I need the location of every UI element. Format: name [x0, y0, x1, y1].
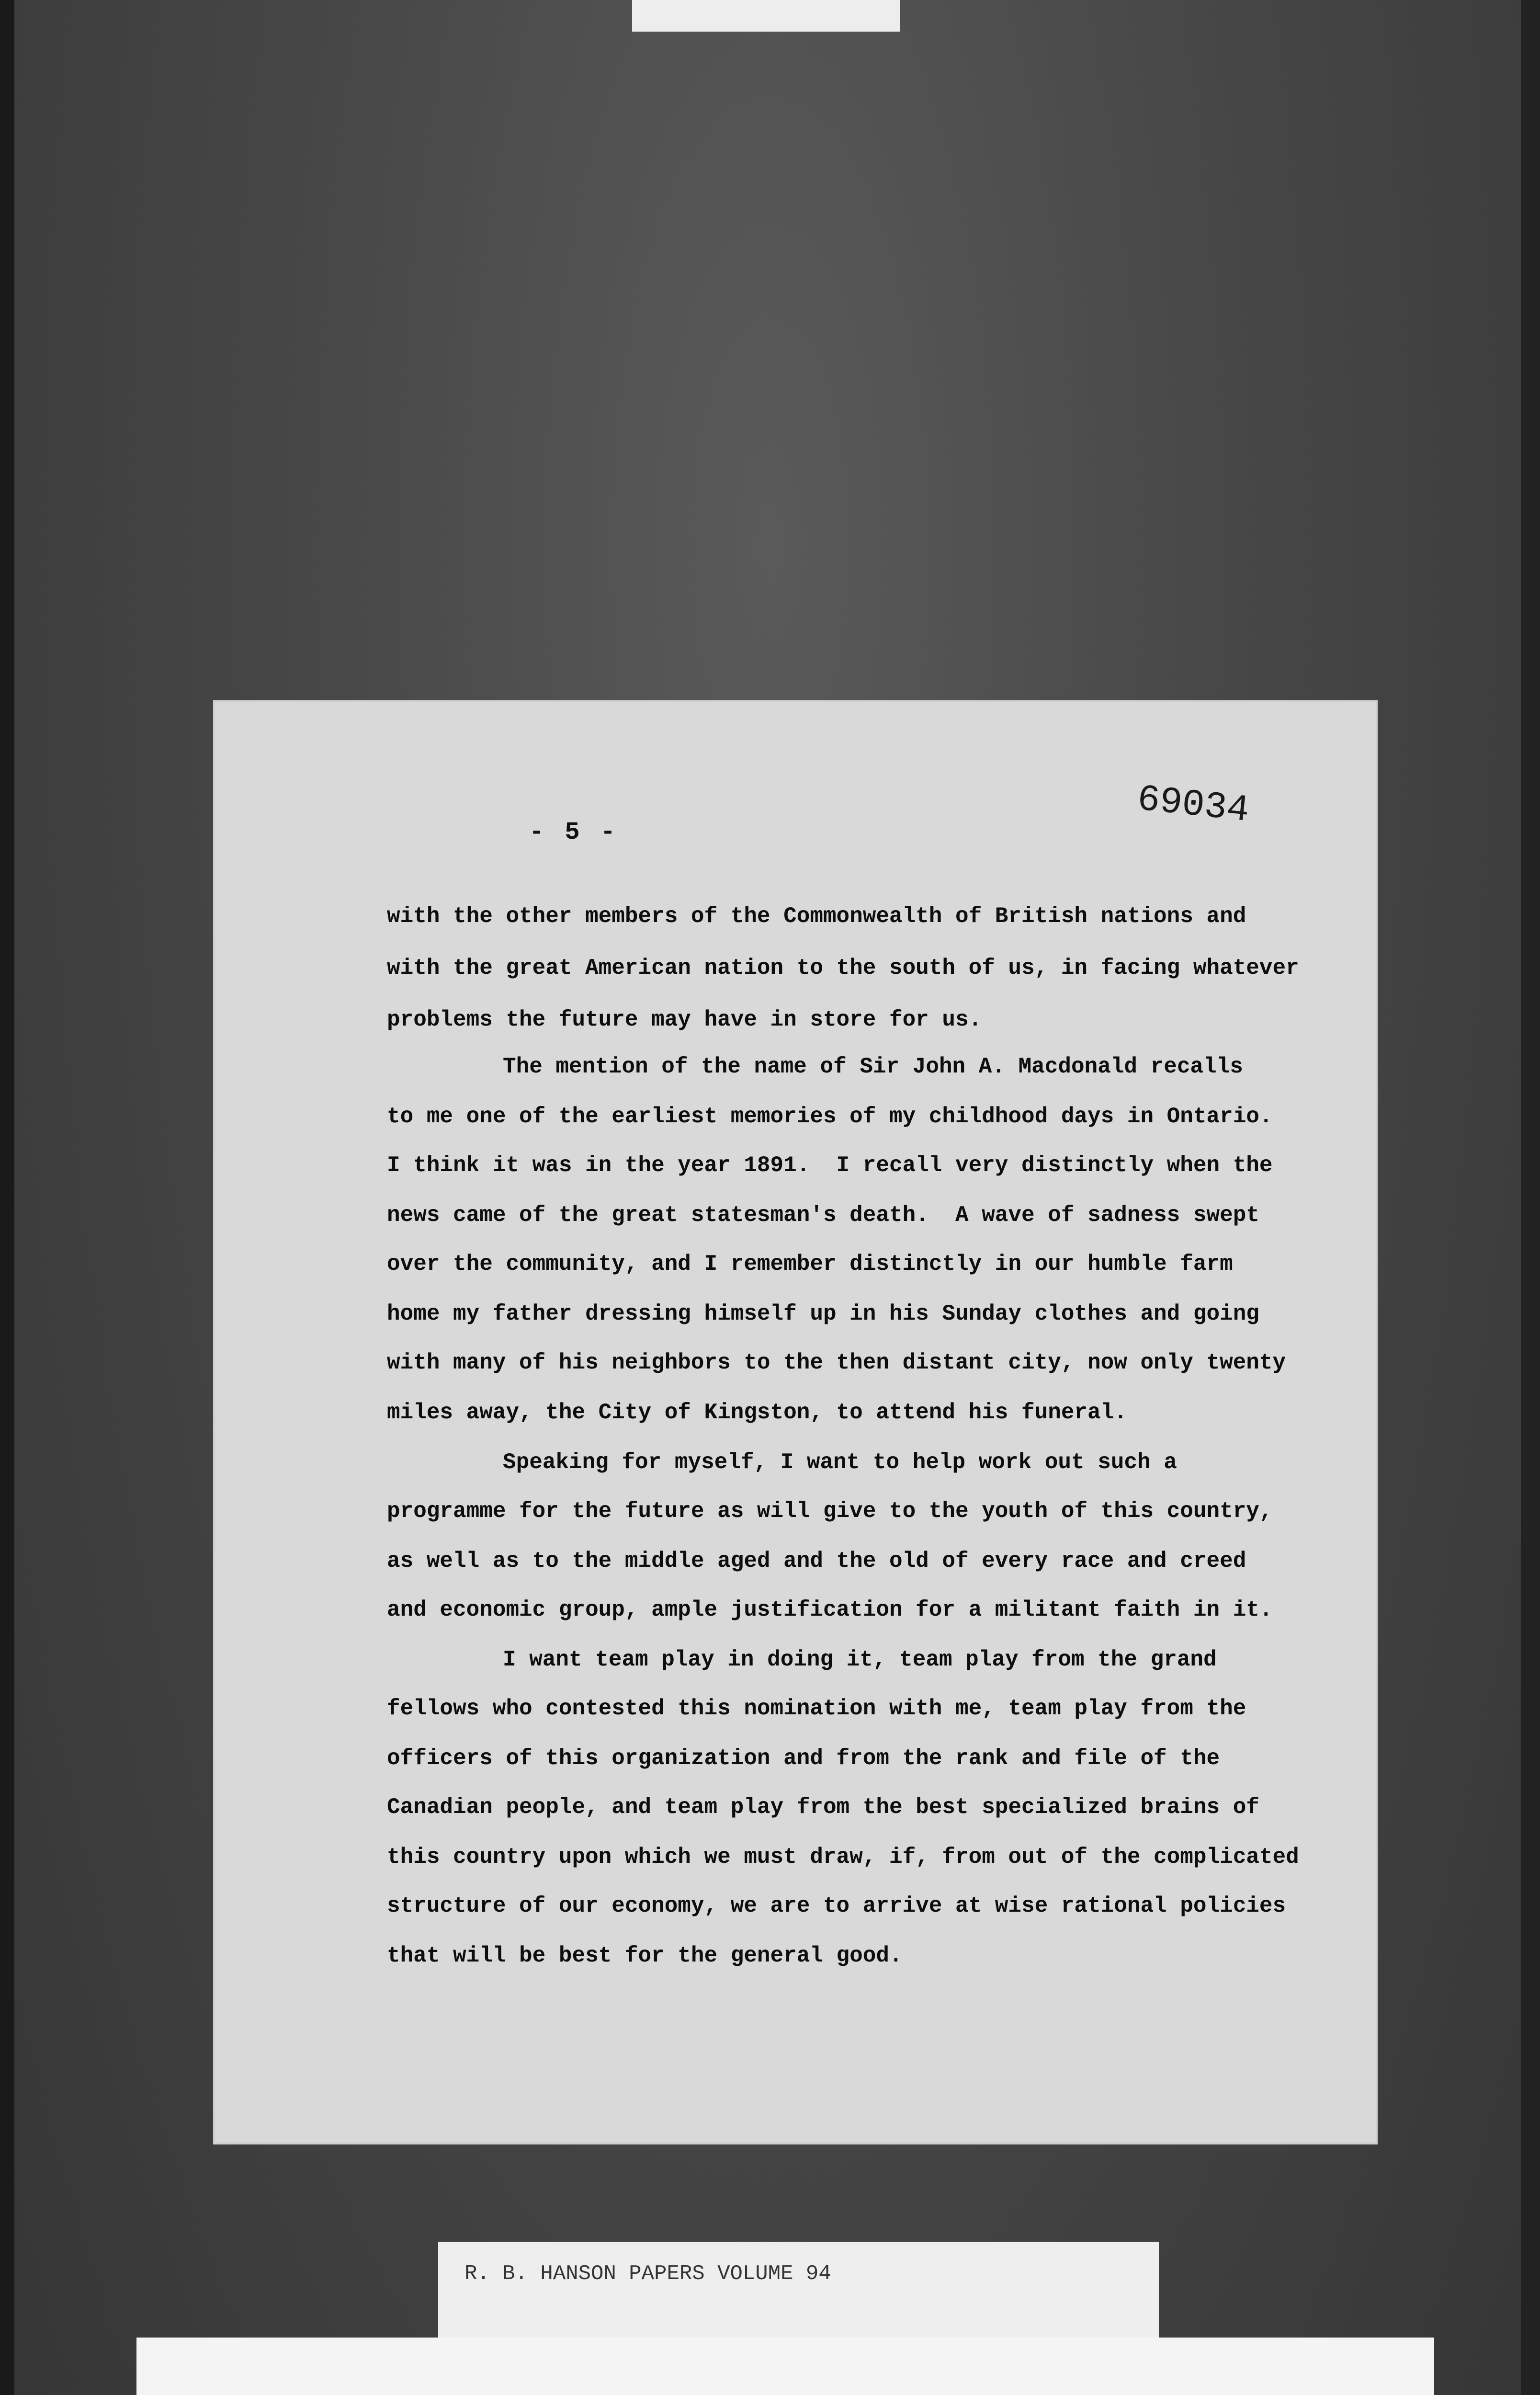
text-line: with the great American nation to the south of us, in facing whatever [387, 956, 1299, 981]
text-line: that will be best for the general good. [387, 1943, 903, 1968]
text-line: problems the future may have in store for us. [387, 1007, 982, 1032]
text-line: with the other members of the Commonwealth of British nations and [387, 904, 1246, 929]
text-line: and economic group, ample justification for a militant faith in it. [387, 1597, 1273, 1622]
text-line: this country upon which we must draw, if, from out of the complicated [387, 1845, 1299, 1870]
text-line: home my father dressing himself up in his Sunday clothes and going [387, 1301, 1259, 1326]
film-edge-left [0, 0, 14, 2395]
document-stamp-number: 69034 [1135, 778, 1251, 832]
volume-label: R. B. HANSON PAPERS VOLUME 94 [464, 2262, 831, 2286]
text-line: with many of his neighbors to the then distant city, now only twenty [387, 1350, 1286, 1375]
text-line: over the community, and I remember distinctly in our humble farm [387, 1252, 1233, 1277]
text-line: I think it was in the year 1891. I recall very distinctly when the [387, 1153, 1273, 1178]
page-number: - 5 - [529, 818, 619, 846]
text-line: I want team play in doing it, team play from the grand [503, 1647, 1217, 1672]
text-line: structure of our economy, we are to arrive at wise rational policies [387, 1893, 1286, 1918]
text-line: officers of this organization and from the rank and file of the [387, 1746, 1220, 1771]
text-line: The mention of the name of Sir John A. Macdonald recalls [503, 1054, 1243, 1079]
text-line: Speaking for myself, I want to help work out such a [503, 1450, 1177, 1475]
text-line: news came of the great statesman's death. A wave of sadness swept [387, 1203, 1259, 1228]
text-line: Canadian people, and team play from the best specialized brains of [387, 1795, 1259, 1820]
text-line: fellows who contested this nomination with me, team play from the [387, 1696, 1246, 1721]
film-edge-right [1521, 0, 1540, 2395]
top-label-tab [632, 0, 900, 32]
archive-card [136, 2338, 1434, 2395]
text-line: as well as to the middle aged and the old of every race and creed [387, 1549, 1246, 1574]
text-line: to me one of the earliest memories of my childhood days in Ontario. [387, 1104, 1273, 1129]
text-line: miles away, the City of Kingston, to attend his funeral. [387, 1400, 1127, 1425]
volume-label-strip [438, 2242, 1159, 2340]
text-line: programme for the future as will give to the youth of this country, [387, 1499, 1273, 1524]
